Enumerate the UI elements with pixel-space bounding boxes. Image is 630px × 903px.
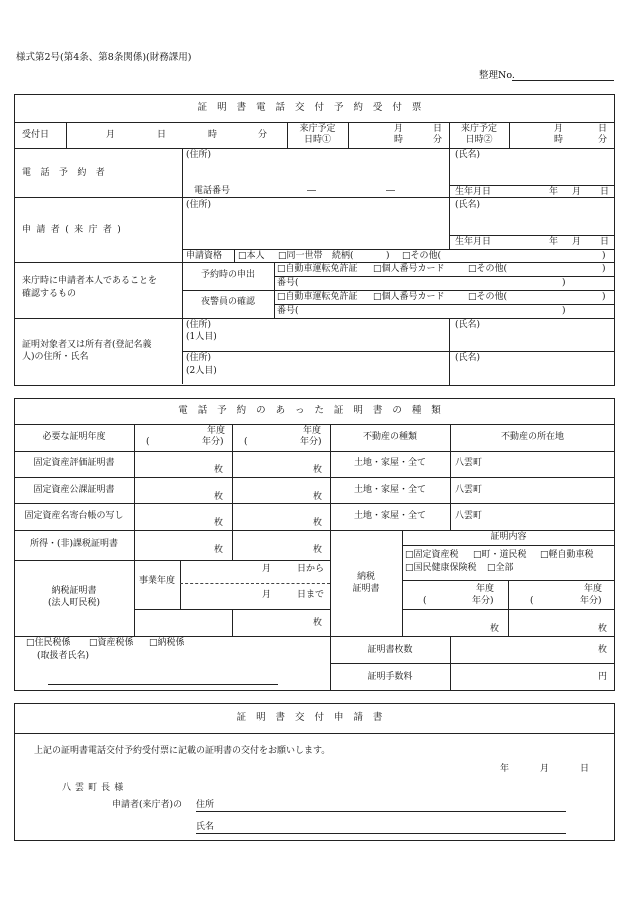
application-body: 上記の証明書電話交付予約受付票に記載の証明書の交付をお願いします。	[34, 746, 331, 756]
fudosan-shurui: 不動産の種類	[362, 432, 417, 442]
application-title: 証明書交付申請書	[236, 712, 393, 723]
form-id: 様式第2号(第4条、第8条関係)(財務課用)	[16, 52, 192, 63]
row-hyoka: 固定資産評価証明書	[33, 458, 115, 468]
kakari-nozei: □納税係	[149, 638, 185, 648]
row-shotoku-mai-1: 枚	[214, 545, 224, 555]
fudosan-shozai: 不動産の所在地	[500, 432, 564, 442]
nozei-hojin-a: 納税証明書	[51, 586, 97, 596]
row-kouka-town: 八雲町	[455, 485, 483, 495]
yoyaku-id-sonota: □その他(	[468, 264, 508, 274]
yoyaku-bango: 番号(	[277, 278, 299, 288]
app-year: 年	[500, 764, 510, 774]
row-kouka-mai-2: 枚	[313, 492, 323, 502]
nozei-hojin-b: (法人町民税)	[47, 598, 101, 608]
yoyaku-id-kojin: □個人番号カード	[373, 264, 445, 274]
hitsuyo-nendo: 必要な証明年度	[42, 432, 106, 442]
denwa-seinengappi: 生年月日	[455, 187, 492, 197]
yakeiin-bango-close: )	[562, 306, 566, 316]
row-shotoku: 所得・(非)課税証明書	[29, 539, 119, 549]
shikaku-sonota: □その他(	[402, 251, 442, 261]
nendo-2: 年度	[303, 426, 322, 436]
application-box	[14, 703, 615, 841]
naiyo-zenbu: □全部	[487, 563, 514, 573]
row-kouka-tochi: 土地・家屋・全て	[353, 485, 426, 495]
nenbun-2: 年分)	[300, 437, 322, 447]
taisho2-jusho: (住所)	[186, 353, 212, 363]
denwa-dash-1: ―	[307, 186, 316, 196]
shomei-maisu: 証明書枚数	[367, 645, 413, 655]
shikaku-setai: □同一世帯	[278, 251, 323, 261]
raicho2-label-a: 来庁予定	[460, 124, 497, 134]
shinseisha-shimei: (氏名)	[455, 200, 481, 210]
nozei-mai-2: 枚	[598, 624, 608, 634]
jigyo-nendo: 事業年度	[138, 576, 175, 586]
naiyo-keijidosha: □軽自動車税	[540, 550, 594, 560]
kakunin-label-a: 来庁時に申請者本人であることを	[22, 276, 158, 286]
shinseisha-label: 申請者(来庁者)	[22, 225, 127, 235]
raicho1-month: 月	[394, 124, 404, 134]
row-nayose: 固定資産名寄台帳の写し	[24, 511, 124, 521]
row-hyoka-tochi: 土地・家屋・全て	[353, 458, 426, 468]
taisho-label-b: 人)の住所・氏名	[22, 352, 89, 362]
shomei-tesuryo-en: 円	[598, 672, 608, 682]
app-day: 日	[580, 764, 590, 774]
uketsuke-minute: 分	[258, 130, 268, 140]
shinseisha-month: 月	[572, 237, 582, 247]
reservation-title: 証明書電話交付予約受付票	[197, 102, 432, 113]
kara-month: 月	[262, 564, 272, 574]
shikaku-zokugara-close: )	[386, 251, 390, 261]
taisho-label-a: 証明対象者又は所有者(登記名義	[22, 340, 152, 350]
app-month: 月	[540, 764, 550, 774]
nendo-1: 年度	[207, 426, 226, 436]
taisho1-shimei: (氏名)	[455, 320, 481, 330]
raicho2-day: 日	[598, 124, 608, 134]
taisho1-ninme: (1人目)	[186, 332, 217, 342]
shomei-tesuryo: 証明手数料	[367, 672, 413, 682]
yakeiin-id-sonota-close: )	[602, 292, 606, 302]
uketsuke-day: 日	[157, 130, 167, 140]
raicho2-month: 月	[554, 124, 564, 134]
yoyaku-id-unten: □自動車運転免許証	[277, 264, 358, 274]
row-hyoka-town: 八雲町	[455, 458, 483, 468]
shinseisha-year: 年	[549, 237, 559, 247]
row-hyoka-mai-2: 枚	[313, 465, 323, 475]
denwa-bango: 電話番号	[194, 186, 231, 196]
row-nayose-mai-1: 枚	[214, 518, 224, 528]
yoyaku-bango-close: )	[562, 278, 566, 288]
nozei-paren-2: (	[530, 596, 534, 606]
yakeiin-id-kojin: □個人番号カード	[373, 292, 445, 302]
denwa-year: 年	[549, 187, 559, 197]
shomei-naiyo: 証明内容	[490, 532, 527, 542]
toriatsukai-line	[48, 684, 278, 685]
raicho2-hour: 時	[554, 135, 564, 145]
app-applicant: 申請者(来庁者)の	[112, 800, 183, 810]
app-name-line	[196, 833, 566, 834]
shinseisha-seinengappi: 生年月日	[455, 237, 492, 247]
uketsuke-label: 受付日	[22, 130, 50, 140]
types-title: 電話予約のあった証明書の種類	[178, 405, 451, 416]
mayor: 八雲町長様	[62, 783, 128, 793]
nozei-label-a: 納税	[356, 572, 375, 582]
nozei-nenbun-1: 年分)	[472, 596, 494, 606]
seiri-no-label: 整理No.	[479, 70, 515, 81]
shinseisha-jusho: (住所)	[186, 200, 212, 210]
kakari-jumin: □住民税係	[26, 638, 71, 648]
seiri-no-line	[512, 80, 614, 81]
denwa-jusho: (住所)	[186, 150, 212, 160]
raicho2-label-b: 日時②	[465, 135, 493, 145]
toriatsukai: (取扱者氏名)	[37, 651, 90, 661]
nozei-nenbun-2: 年分)	[580, 596, 602, 606]
taisho2-ninme: (2人目)	[186, 366, 217, 376]
nozei-mai-1: 枚	[490, 624, 500, 634]
row-kouka-mai-1: 枚	[214, 492, 224, 502]
raicho1-label-b: 日時①	[303, 135, 331, 145]
paren-2: (	[244, 437, 248, 447]
row-kouka: 固定資産公課証明書	[33, 485, 115, 495]
row-nayose-tochi: 土地・家屋・全て	[353, 511, 426, 521]
denwa-dash-2: ―	[386, 186, 395, 196]
nozei-nendo-2: 年度	[584, 584, 603, 594]
shikaku-label: 申請資格	[186, 251, 223, 261]
nozei-label-b: 証明書	[352, 584, 380, 594]
denwa-month: 月	[572, 187, 582, 197]
raicho2-minute: 分	[598, 135, 608, 145]
made-label: 日まで	[297, 590, 325, 600]
shinseisha-day: 日	[600, 237, 610, 247]
row-hyoka-mai-1: 枚	[214, 465, 224, 475]
paren-1: (	[146, 437, 150, 447]
taisho2-shimei: (氏名)	[455, 353, 481, 363]
raicho1-day: 日	[433, 124, 443, 134]
nozei-paren-1: (	[423, 596, 427, 606]
nozei-nendo-1: 年度	[476, 584, 495, 594]
yakeiin-bango: 番号(	[277, 306, 299, 316]
naiyo-chomin: □町・道民税	[473, 550, 527, 560]
row-nayose-mai-2: 枚	[313, 518, 323, 528]
made-month: 月	[262, 590, 272, 600]
nenbun-1: 年分)	[202, 437, 224, 447]
kakunin-label-b: 確認するもの	[22, 289, 77, 299]
naiyo-kotei: □固定資産税	[405, 550, 459, 560]
app-address-line	[196, 811, 566, 812]
yoyaku-id-sonota-close: )	[602, 264, 606, 274]
raicho1-label-a: 来庁予定	[299, 124, 336, 134]
app-name-label: 氏名	[196, 822, 215, 832]
yakeiin-kakunin: 夜警員の確認	[200, 297, 255, 307]
shikaku-honnin: □本人	[238, 251, 265, 261]
uketsuke-hour: 時	[208, 130, 218, 140]
denwa-day: 日	[600, 187, 610, 197]
shikaku-zokugara: 続柄(	[332, 251, 354, 261]
app-address-label: 住所	[196, 800, 215, 810]
naiyo-kokuho: □国民健康保険税	[405, 563, 477, 573]
kakari-shisan: □資産税係	[89, 638, 134, 648]
yakeiin-id-sonota: □その他(	[468, 292, 508, 302]
uketsuke-month: 月	[106, 130, 116, 140]
shikaku-sonota-close: )	[602, 251, 606, 261]
yoyaku-moushide: 予約時の申出	[200, 270, 255, 280]
yakeiin-id-unten: □自動車運転免許証	[277, 292, 358, 302]
raicho1-minute: 分	[433, 135, 443, 145]
raicho1-hour: 時	[394, 135, 404, 145]
denwa-label: 電話予約者	[22, 168, 115, 178]
shomei-maisu-mai: 枚	[598, 645, 608, 655]
denwa-shimei: (氏名)	[455, 150, 481, 160]
kara-label: 日から	[297, 564, 325, 574]
row-nayose-town: 八雲町	[455, 511, 483, 521]
taisho1-jusho: (住所)	[186, 320, 212, 330]
row-shotoku-mai-2: 枚	[313, 545, 323, 555]
nozei-hojin-mai: 枚	[313, 618, 323, 628]
